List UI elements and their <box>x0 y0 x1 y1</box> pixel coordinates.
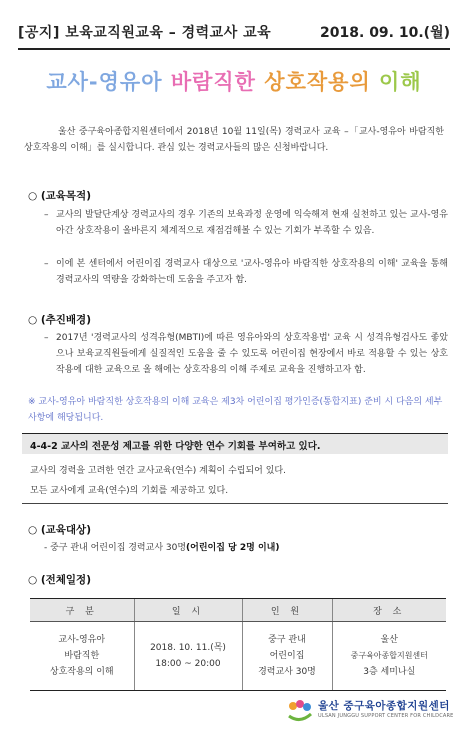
cell-line: 울산 <box>380 635 398 645</box>
dash-icon: – <box>44 210 49 220</box>
target-limit: (어린이집 당 2명 이내) <box>186 543 280 553</box>
cell-datetime <box>134 622 242 691</box>
schedule-table <box>30 598 446 691</box>
table-row <box>30 622 446 691</box>
cell-line: 3층 세미나실 <box>363 667 416 677</box>
target-description: - 중구 관내 어린이집 경력교사 30명 <box>44 543 187 553</box>
notice-label: [공지] 보육교직원교육 – 경력교사 교육 <box>18 25 272 41</box>
background-item <box>44 330 448 378</box>
header-place: 장 소 <box>332 599 446 622</box>
cell-line: 어린이집 <box>269 651 305 661</box>
center-name: 울산 중구육아종합지원센터 <box>318 700 450 712</box>
cell-line: 상호작용의 이해 <box>49 667 114 677</box>
center-logo <box>286 696 456 726</box>
dash-icon: – <box>44 259 49 269</box>
purpose-item <box>44 256 448 288</box>
cell-people <box>242 622 332 691</box>
header-category: 구 분 <box>30 599 134 622</box>
purpose-item-text: 교사의 발달단계상 경력교사의 경우 기존의 보육과정 운영에 익숙해져 현재 실천하고 있는 교사-영유아간 상호작용이 올바른지 체계적으로 재점검해볼 수 있는 기회가 부족할 수 있음. <box>56 210 448 236</box>
purpose-heading: ○ (교육목적) <box>28 190 91 202</box>
cell-line: 18:00 ~ 20:00 <box>155 659 221 669</box>
dash-icon: – <box>44 333 49 343</box>
title-part-2: 바람직한 <box>170 70 256 94</box>
purpose-item <box>44 207 448 239</box>
cell-place <box>332 622 446 691</box>
title-part-3: 상호작용의 <box>264 70 371 94</box>
indicator-line: 모든 교사에게 교육(연수)의 기회를 제공하고 있다. <box>30 486 229 496</box>
title-part-4: 이해 <box>379 70 422 94</box>
table-header-row <box>30 599 446 622</box>
header-people: 인 원 <box>242 599 332 622</box>
certification-note: ※ 교사-영유아 바람직한 상호작용의 이해 교육은 제3차 어린이집 평가인증(통합지표) 준비 시 다음의 세부사항에 해당됩니다. <box>28 397 443 423</box>
target-heading: ○ (교육대상) <box>28 524 91 536</box>
purpose-item-text: 이에 본 센터에서 어린이집 경력교사 대상으로 '교사-영유아 바람직한 상호작용의 이해' 교육을 통해 경력교사의 역량을 강화하는데 도움을 주고자 함. <box>56 259 448 285</box>
title-part-1: 교사-영유아 <box>46 70 163 94</box>
cell-line: 경력교사 30명 <box>258 667 316 677</box>
schedule-heading: ○ (전체일정) <box>28 574 91 586</box>
indicator-line: 교사의 경력을 고려한 연간 교사교육(연수) 계획이 수립되어 있다. <box>30 466 286 476</box>
cell-category <box>30 622 134 691</box>
notice-header <box>18 20 450 50</box>
header-datetime: 일 시 <box>134 599 242 622</box>
background-item-text: 2017년 '경력교사의 성격유형(MBTI)에 따른 영유아와의 상호작용법' 교육 시 성격유형검사도 좋았으나 보육교직원들에게 실질적인 도움을 줄 수 있도록 어린이집 현장에서 바로 적용할 수 있는 상호작용에 대한 교육으로 올 해에는 상호작용의 이해 주제로 교육을 진행하고자 함. <box>56 333 448 375</box>
notice-date: 2018. 09. 10.(월) <box>320 25 450 41</box>
indicator-box-header <box>22 433 448 454</box>
cell-line: 중구 관내 <box>268 635 306 645</box>
center-logo-icon <box>286 698 314 722</box>
indicator-box-body <box>22 455 448 504</box>
background-heading: ○ (추진배경) <box>28 314 91 326</box>
center-name-english: ULSAN JUNGGU SUPPORT CENTER FOR CHILDCARE <box>318 713 454 719</box>
cell-line: 중구육아종합지원센터 <box>350 651 428 660</box>
indicator-title: 4-4-2 교사의 전문성 제고를 위한 다양한 연수 기회를 부여하고 있다. <box>30 441 321 452</box>
cell-line: 바람직한 <box>64 651 100 661</box>
target-text <box>44 540 448 556</box>
intro-paragraph: 울산 중구육아종합지원센터에서 2018년 10월 11일(목) 경력교사 교육 –「교사-영유아 바람직한 상호작용의 이해」를 실시합니다. 관심 있는 경력교사들의 많은 신청바랍니다. <box>24 127 444 153</box>
cell-line: 교사-영유아 <box>58 635 106 645</box>
cell-line: 2018. 10. 11.(목) <box>150 643 226 653</box>
page-title <box>0 66 468 96</box>
